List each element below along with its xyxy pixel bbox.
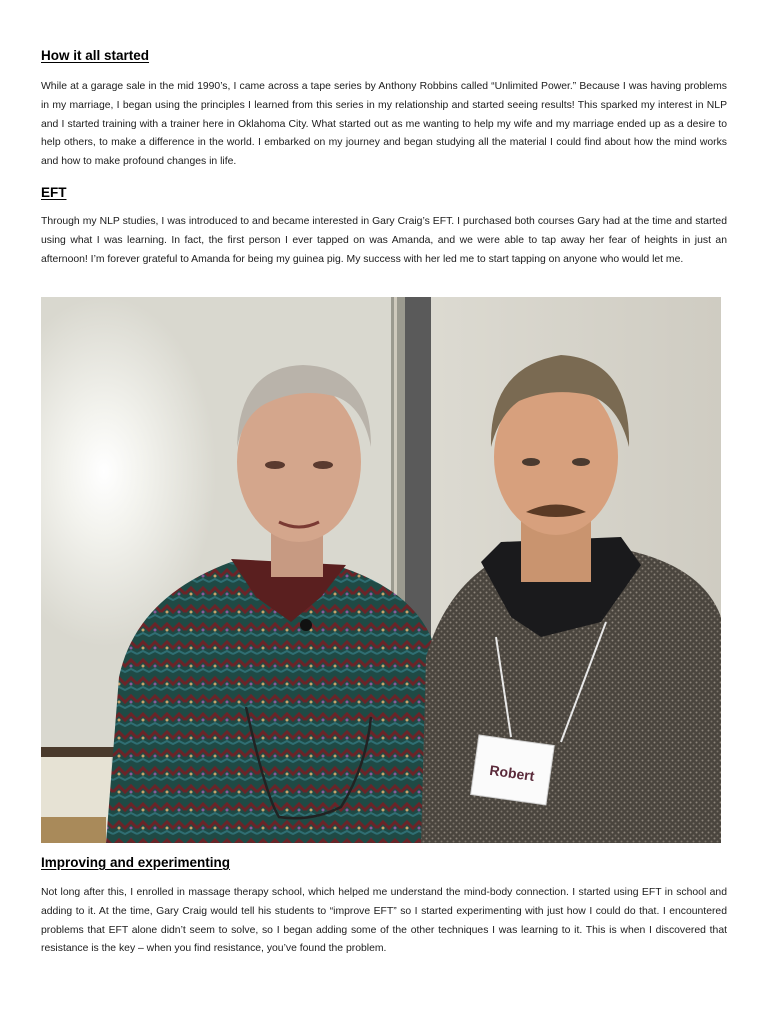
paragraph-eft: Through my NLP studies, I was introduced to and became interested in Gary Craig’s EFT. I purchased both courses Gary had at the time and started using what I was learning. In fact, the first person I ever tapped on was Amanda, and we were able to tap away her fear of heights in just an afternoon! I’m forever grateful to Amanda for being my guinea pig. My success with her led me to start tapping on anyone who would let me. [41,216,727,265]
heading-eft: EFT [41,185,67,200]
heading-improving-and-experimenting: Improving and experimenting [41,855,231,870]
photo-two-men [41,297,721,843]
name-tag [471,735,555,805]
paragraph-improving-and-experimenting: Not long after this, I enrolled in massage therapy school, which helped me understand the mind-body connection. I started using EFT in school and adding to it. At the time, Gary Craig would tell his students to “improve EFT” so I started experimenting with just how I could do that. I encountered problems that EFT alone didn’t seem to solve, so I began adding some of the other techniques I was learning to it. This is when I discovered that resistance is the key – when you find resistance, you’ve found the problem. [41,887,727,955]
heading-how-it-all-started: How it all started [41,48,150,63]
paragraph-how-it-all-started: While at a garage sale in the mid 1990’s, I came across a tape series by Anthony Robbins called “Unlimited Power.” Because I was having problems in my marriage, I began using the principles I learned from this series in my relationship and started seeing results! This sparked my interest in NLP and I started training with a trainer here in Oklahoma City. What started out as me wanting to help my wife and my marriage ended up as a desire to help others, to make a difference in the world. I embarked on my journey and began studying all the material I could find about how the mind works and how to make profound changes in life. [41,81,727,168]
name-tag-label: Robert [488,761,536,785]
